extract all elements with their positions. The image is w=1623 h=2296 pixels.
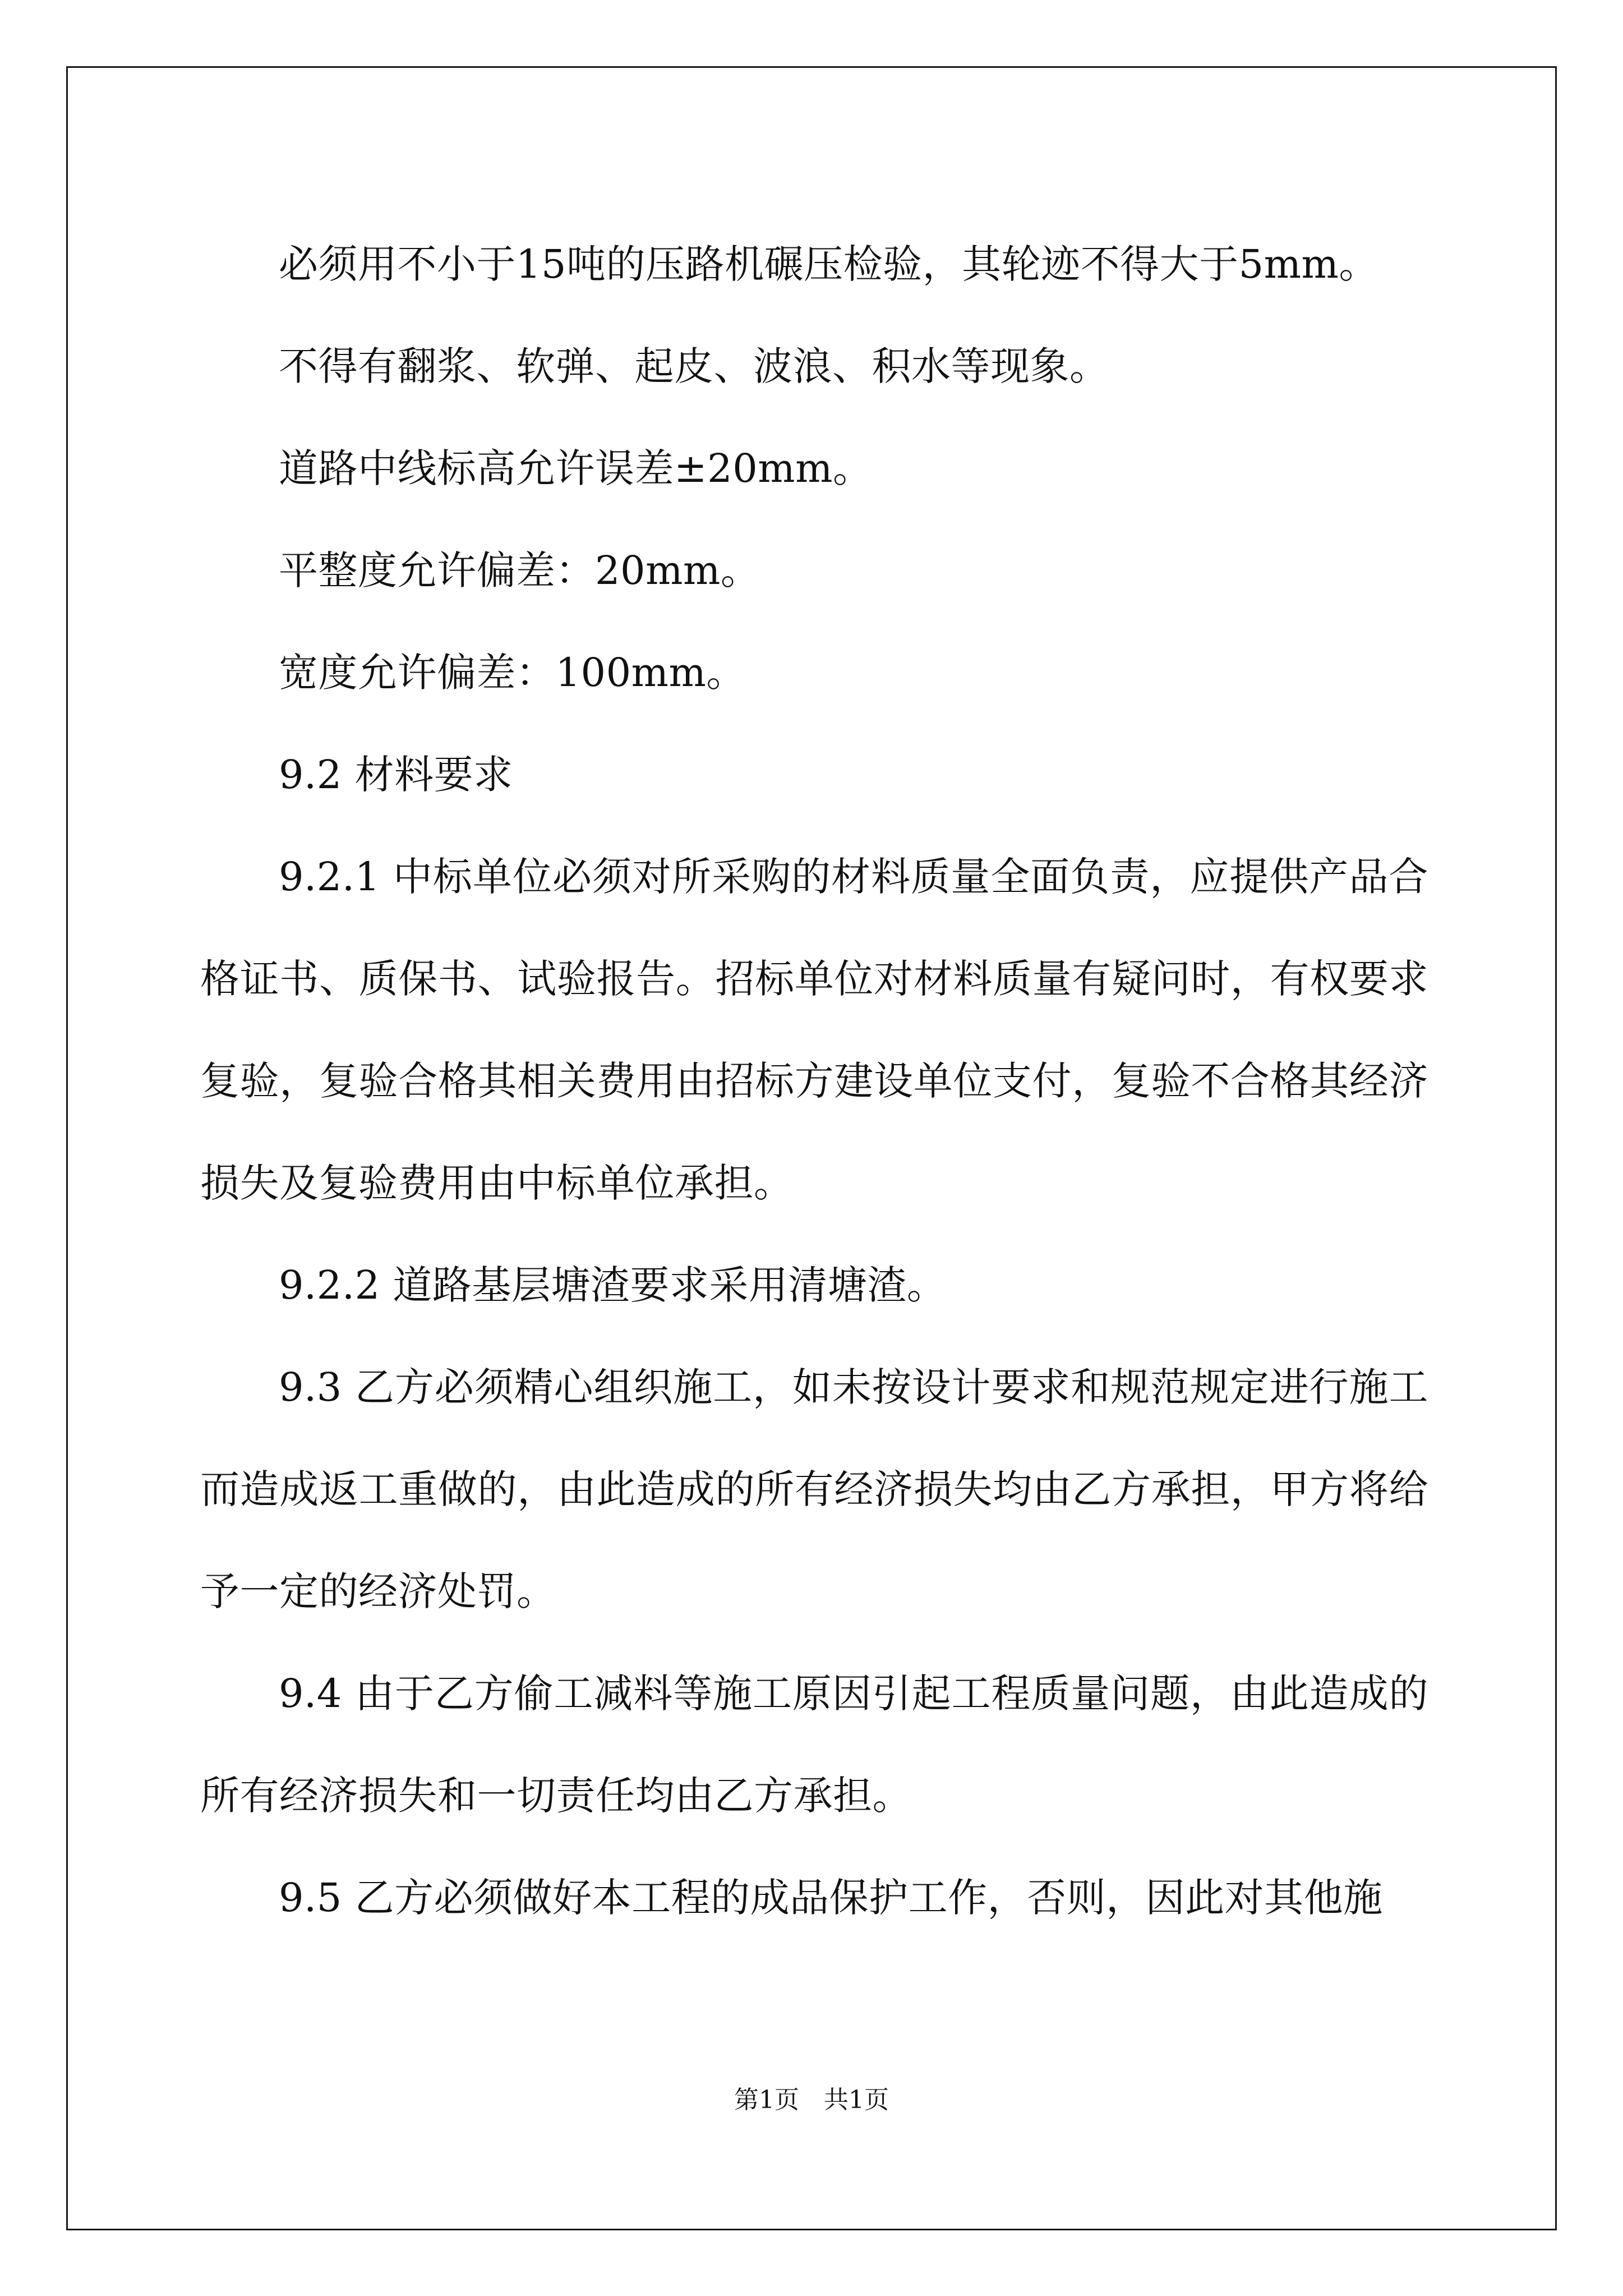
paragraph: 9.4 由于乙方偷工减料等施工原因引起工程质量问题，由此造成的所有经济损失和一切责任均由乙方承担。	[200, 1671, 1428, 1819]
paragraph: 宽度允许偏差：100mm。	[279, 650, 746, 696]
paragraph: 9.2.2 道路基层塘渣要求采用清塘渣。	[279, 1262, 947, 1308]
paragraph: 平整度允许偏差：20mm。	[279, 547, 760, 593]
paragraph: 9.3 乙方必须精心组织施工，如未按设计要求和规范规定进行施工而造成返工重做的，由此造成的所有经济损失均由乙方承担，甲方将给予一定的经济处罚。	[200, 1364, 1428, 1614]
document-body	[200, 213, 1428, 1949]
paragraph: 9.2.1 中标单位必须对所采购的材料质量全面负责，应提供产品合格证书、质保书、试验报告。招标单位对材料质量有疑问时，有权要求复验，复验合格其相关费用由招标方建设单位支付，复验不合格其经济损失及复验费用由中标单位承担。	[200, 854, 1428, 1206]
paragraph: 9.5 乙方必须做好本工程的成品保护工作，否则，因此对其他施	[279, 1875, 1383, 1921]
paragraph: 必须用不小于15吨的压路机碾压检验，其轮迹不得大于5mm。	[279, 241, 1378, 287]
paragraph: 道路中线标高允许误差±20mm。	[279, 445, 873, 491]
section-heading: 9.2 材料要求	[279, 752, 513, 798]
page-footer: 第1页 共1页	[734, 2086, 889, 2114]
paragraph: 不得有翻浆、软弹、起皮、波浪、积水等现象。	[279, 343, 1109, 389]
